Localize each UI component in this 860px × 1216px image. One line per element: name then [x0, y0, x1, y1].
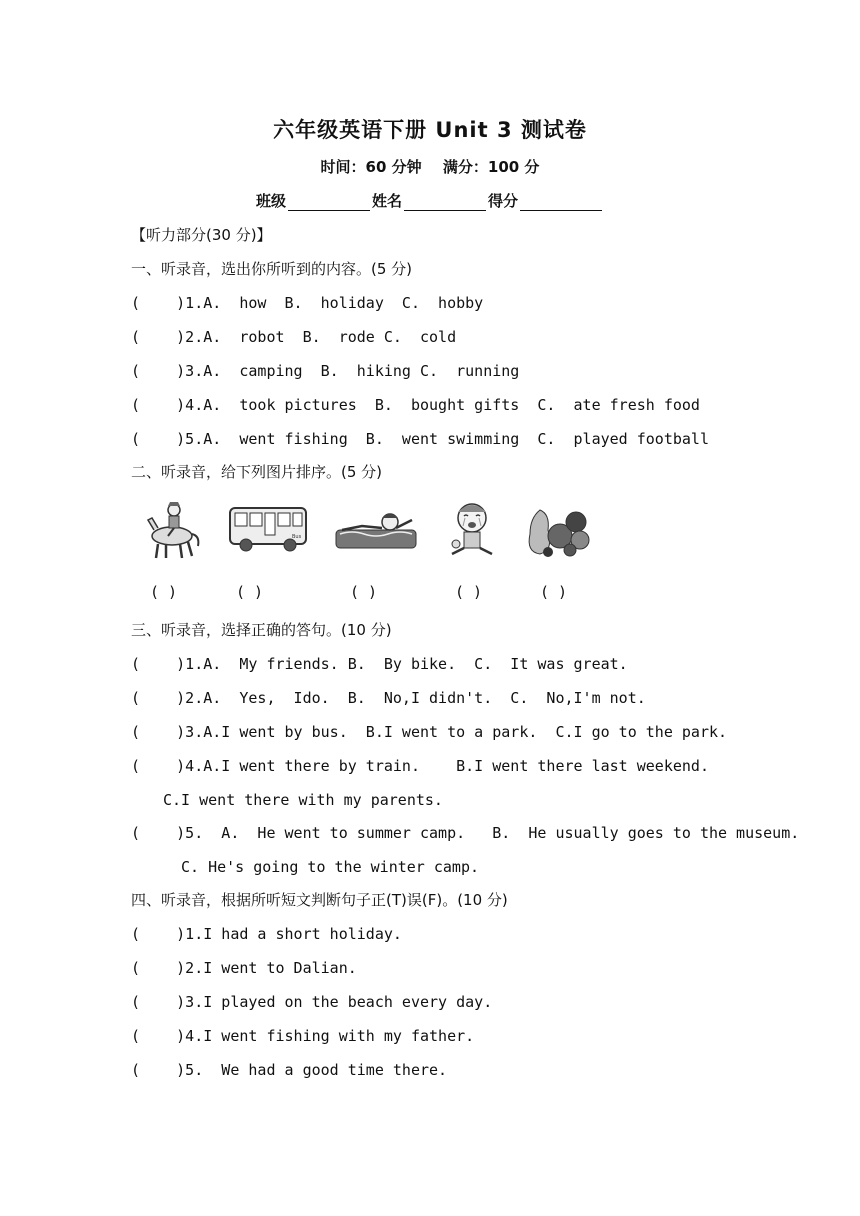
part3-item-3: ( )3.A.I went by bus. B.I went to a park. C.I go to the park. [131, 723, 728, 741]
grade-blank[interactable] [520, 194, 602, 211]
part3-item-2: ( )2.A. Yes, Ido. B. No,I didn't. C. No,I'm not. [131, 689, 646, 707]
part1-item-2: ( )2.A. robot B. rode C. cold [131, 328, 457, 346]
horse-riding-icon [142, 500, 204, 560]
svg-text:Bus: Bus [292, 534, 302, 540]
part4-item-2: ( )2.I went to Dalian. [131, 959, 357, 977]
exam-title: 六年级英语下册 Unit 3 测试卷 [273, 118, 587, 142]
part1-item-4: ( )4.A. took pictures B. bought gifts C. ate fresh food [131, 396, 700, 414]
student-info-row [0, 190, 860, 211]
class-blank[interactable] [288, 194, 370, 211]
exam-full-score: 满分：100 分 [442, 158, 540, 176]
part3-item-5-c: C. He's going to the winter camp. [181, 858, 480, 876]
picture-blank-5[interactable]: ( ) [540, 583, 568, 601]
part2-title: 二、听录音，给下列图片排序。(5 分) [131, 463, 383, 481]
picture-blank-2[interactable]: ( ) [236, 583, 264, 601]
part1-item-5: ( )5.A. went fishing B. went swimming C. played football [131, 430, 709, 448]
part1-item-3: ( )3.A. camping B. hiking C. running [131, 362, 520, 380]
picture-blank-3[interactable]: ( ) [350, 583, 378, 601]
part3-title: 三、听录音，选择正确的答句。(10 分) [131, 621, 392, 639]
exam-time: 时间：60 分钟 [320, 158, 422, 176]
name-blank[interactable] [404, 194, 486, 211]
part1-item-1: ( )1.A. how B. holiday C. hobby [131, 294, 484, 312]
exam-meta [0, 156, 860, 177]
listening-section-heading: 【听力部分(30 分)】 [131, 226, 272, 244]
crying-child-icon [442, 500, 502, 560]
part4-item-1: ( )1.I had a short holiday. [131, 925, 402, 943]
part4-item-4: ( )4.I went fishing with my father. [131, 1027, 475, 1045]
part3-item-4: ( )4.A.I went there by train. B.I went there last weekend. [131, 757, 709, 775]
grade-label: 得分 [488, 192, 519, 210]
picture-blank-4[interactable]: ( ) [455, 583, 483, 601]
part4-item-5: ( )5. We had a good time there. [131, 1061, 448, 1079]
part4-item-3: ( )3.I played on the beach every day. [131, 993, 493, 1011]
picture-blank-1[interactable]: ( ) [150, 583, 178, 601]
part4-title: 四、听录音，根据所听短文判断句子正(T)误(F)。(10 分) [131, 891, 508, 909]
class-label: 班级 [255, 192, 286, 210]
part1-title: 一、听录音，选出你所听到的内容。(5 分) [131, 260, 413, 278]
part3-item-1: ( )1.A. My friends. B. By bike. C. It was great. [131, 655, 628, 673]
part3-item-5: ( )5. A. He went to summer camp. B. He usually goes to the museum. [131, 824, 800, 842]
picture-row [140, 500, 610, 560]
fruit-icon [526, 500, 596, 560]
bus-icon [226, 500, 310, 556]
swimming-icon [332, 500, 420, 556]
name-label: 姓名 [371, 192, 402, 210]
part3-item-4-c: C.I went there with my parents. [163, 791, 443, 809]
